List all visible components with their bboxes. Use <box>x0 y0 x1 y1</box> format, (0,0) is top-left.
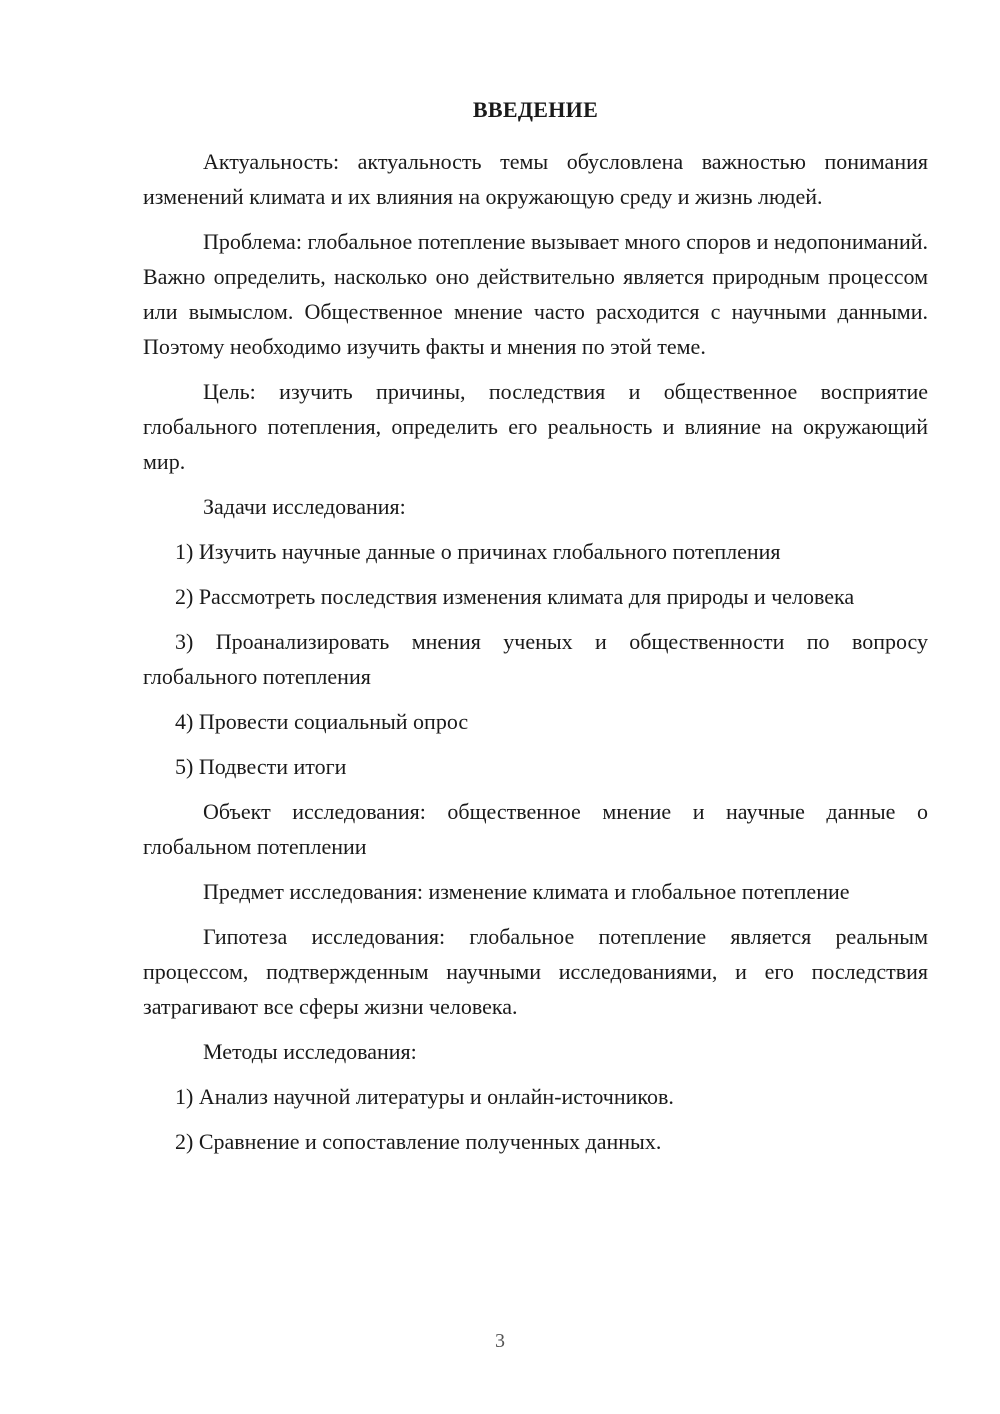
method-item-2: 2) Сравнение и сопоставление полученных данных. <box>175 1129 662 1154</box>
page-number: 3 <box>495 1330 505 1352</box>
task-item-3: 3) Проанализировать мнения ученых и общественности по вопросу глобального потепления <box>143 629 928 689</box>
task-item-4: 4) Провести социальный опрос <box>175 709 469 734</box>
task-item-1: 1) Изучить научные данные о причинах глобального потепления <box>175 539 781 564</box>
section-heading: ВВЕДЕНИЕ <box>472 97 599 122</box>
paragraph-problem: Проблема: глобальное потепление вызывает много споров и недопониманий. Важно определить, насколько оно действительно является природным процессом или вымыслом. Общественное мнение часто расходится с научными данными. Поэтому необходимо изучить факты и мнения по этой теме. <box>143 229 928 359</box>
paragraph-hypothesis: Гипотеза исследования: глобальное потепление является реальным процессом, подтвержденным научными исследованиями, и его последствия затрагивают все сферы жизни человека. <box>143 924 928 1019</box>
paragraph-tasks-heading: Задачи исследования: <box>203 494 406 519</box>
paragraph-goal: Цель: изучить причины, последствия и общественное восприятие глобального потепления, определить его реальность и влияние на окружающий мир. <box>143 379 928 474</box>
paragraph-object: Объект исследования: общественное мнение и научные данные о глобальном потеплении <box>143 799 928 859</box>
task-item-2: 2) Рассмотреть последствия изменения климата для природы и человека <box>175 584 855 609</box>
task-item-5: 5) Подвести итоги <box>175 754 347 779</box>
paragraph-relevance: Актуальность: актуальность темы обусловлена важностью понимания изменений климата и их влияния на окружающую среду и жизнь людей. <box>143 149 928 209</box>
paragraph-subject: Предмет исследования: изменение климата и глобальное потепление <box>203 879 850 904</box>
paragraph-methods-heading: Методы исследования: <box>203 1039 417 1064</box>
document-body <box>143 90 928 1169</box>
method-item-1: 1) Анализ научной литературы и онлайн-источников. <box>175 1084 674 1109</box>
